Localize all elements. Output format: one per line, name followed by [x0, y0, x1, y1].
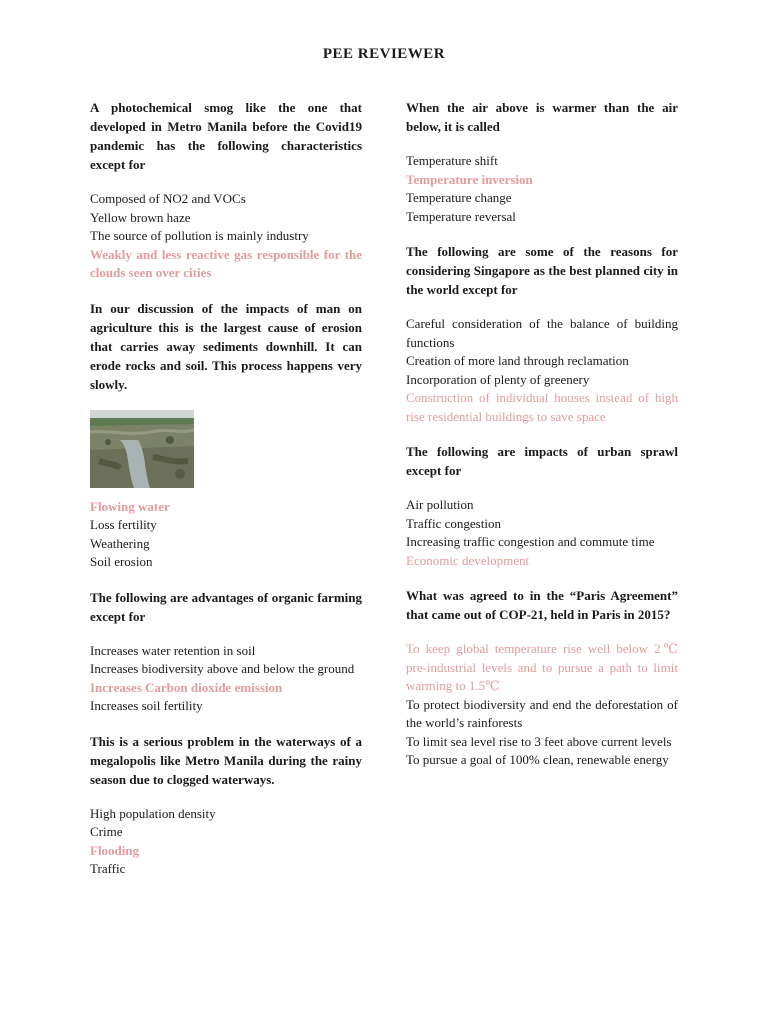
question-text: The following are advantages of organic farming except for	[90, 589, 362, 624]
option: Increases biodiversity above and below the ground	[90, 661, 355, 676]
option-list	[406, 152, 678, 226]
option: Increases soil fertility	[90, 698, 203, 713]
option-list	[90, 805, 362, 879]
question-text: This is a serious problem in the waterways of a megalopolis like Metro Manila during the rainy season due to clogged waterways.	[90, 733, 362, 787]
option-list	[406, 315, 678, 426]
correct-option: Weakly and less reactive gas responsible for the clouds seen over cities	[90, 246, 362, 280]
option: Loss fertility	[90, 517, 157, 532]
option-list	[406, 640, 678, 770]
question-text: In our discussion of the impacts of man on agriculture this is the largest cause of erosion that carries away sediments downhill. It can erode rocks and soil. This process happens very slowly.	[90, 300, 362, 392]
option: Traffic	[90, 861, 126, 876]
option: To protect biodiversity and end the deforestation of the world’s rainforests	[406, 696, 678, 730]
correct-option: Economic development	[406, 552, 530, 568]
question-block	[406, 98, 678, 226]
option: Composed of NO2 and VOCs	[90, 191, 246, 206]
correct-option: To keep global temperature rise well below 2℃ pre-industrial levels and to pursue a path to limit warming to 1.5℃	[406, 641, 678, 693]
question-text: The following are impacts of urban sprawl except for	[406, 444, 678, 478]
option: The source of pollution is mainly industry	[90, 228, 309, 243]
option: Crime	[90, 824, 123, 839]
question-block	[90, 299, 362, 572]
left-column	[90, 98, 362, 895]
question-text: When the air above is warmer than the air below, it is called	[406, 100, 678, 134]
correct-option: Increases Carbon dioxide emission	[90, 679, 283, 695]
option: Soil erosion	[90, 554, 153, 569]
correct-option: Temperature inversion	[406, 171, 533, 187]
question-text: The following are some of the reasons for considering Singapore as the best planned city in the world except for	[406, 244, 678, 297]
right-column	[406, 98, 678, 786]
option-list	[90, 642, 362, 716]
option: Increasing traffic congestion and commute time	[406, 534, 655, 549]
option: Temperature shift	[406, 153, 498, 168]
correct-option: Flooding	[90, 842, 140, 858]
option: To pursue a goal of 100% clean, renewable energy	[406, 752, 669, 767]
option: Temperature change	[406, 190, 512, 205]
question-text: A photochemical smog like the one that developed in Metro Manila before the Covid19 pandemic has the following characteristics except for	[90, 100, 362, 172]
page-title: PEE REVIEWER	[322, 46, 446, 62]
option: High population density	[90, 805, 216, 821]
question-block	[90, 588, 362, 716]
option-list	[90, 190, 362, 283]
question-text: What was agreed to in the “Paris Agreement” that came out of COP-21, held in Paris in 2015?	[406, 588, 678, 622]
option: Traffic congestion	[406, 515, 501, 531]
erosion-photo-image	[90, 410, 194, 488]
option: Increases water retention in soil	[90, 642, 256, 658]
option: Weathering	[90, 535, 150, 551]
option: Careful consideration of the balance of building functions	[406, 316, 678, 350]
question-block	[90, 98, 362, 283]
option: Creation of more land through reclamation	[406, 353, 629, 368]
question-block	[406, 586, 678, 770]
option-list	[406, 496, 678, 570]
question-block	[90, 732, 362, 879]
option: Temperature reversal	[406, 208, 516, 224]
correct-option: Flowing water	[90, 498, 170, 514]
erosion-photo	[90, 410, 194, 488]
option-list	[90, 498, 362, 572]
question-block	[406, 242, 678, 426]
option: Yellow brown haze	[90, 209, 191, 225]
option: To limit sea level rise to 3 feet above current levels	[406, 733, 672, 749]
option: Air pollution	[406, 497, 474, 512]
question-block	[406, 442, 678, 570]
option: Incorporation of plenty of greenery	[406, 371, 590, 387]
correct-option: Construction of individual houses instead of high rise residential buildings to save space	[406, 390, 678, 424]
